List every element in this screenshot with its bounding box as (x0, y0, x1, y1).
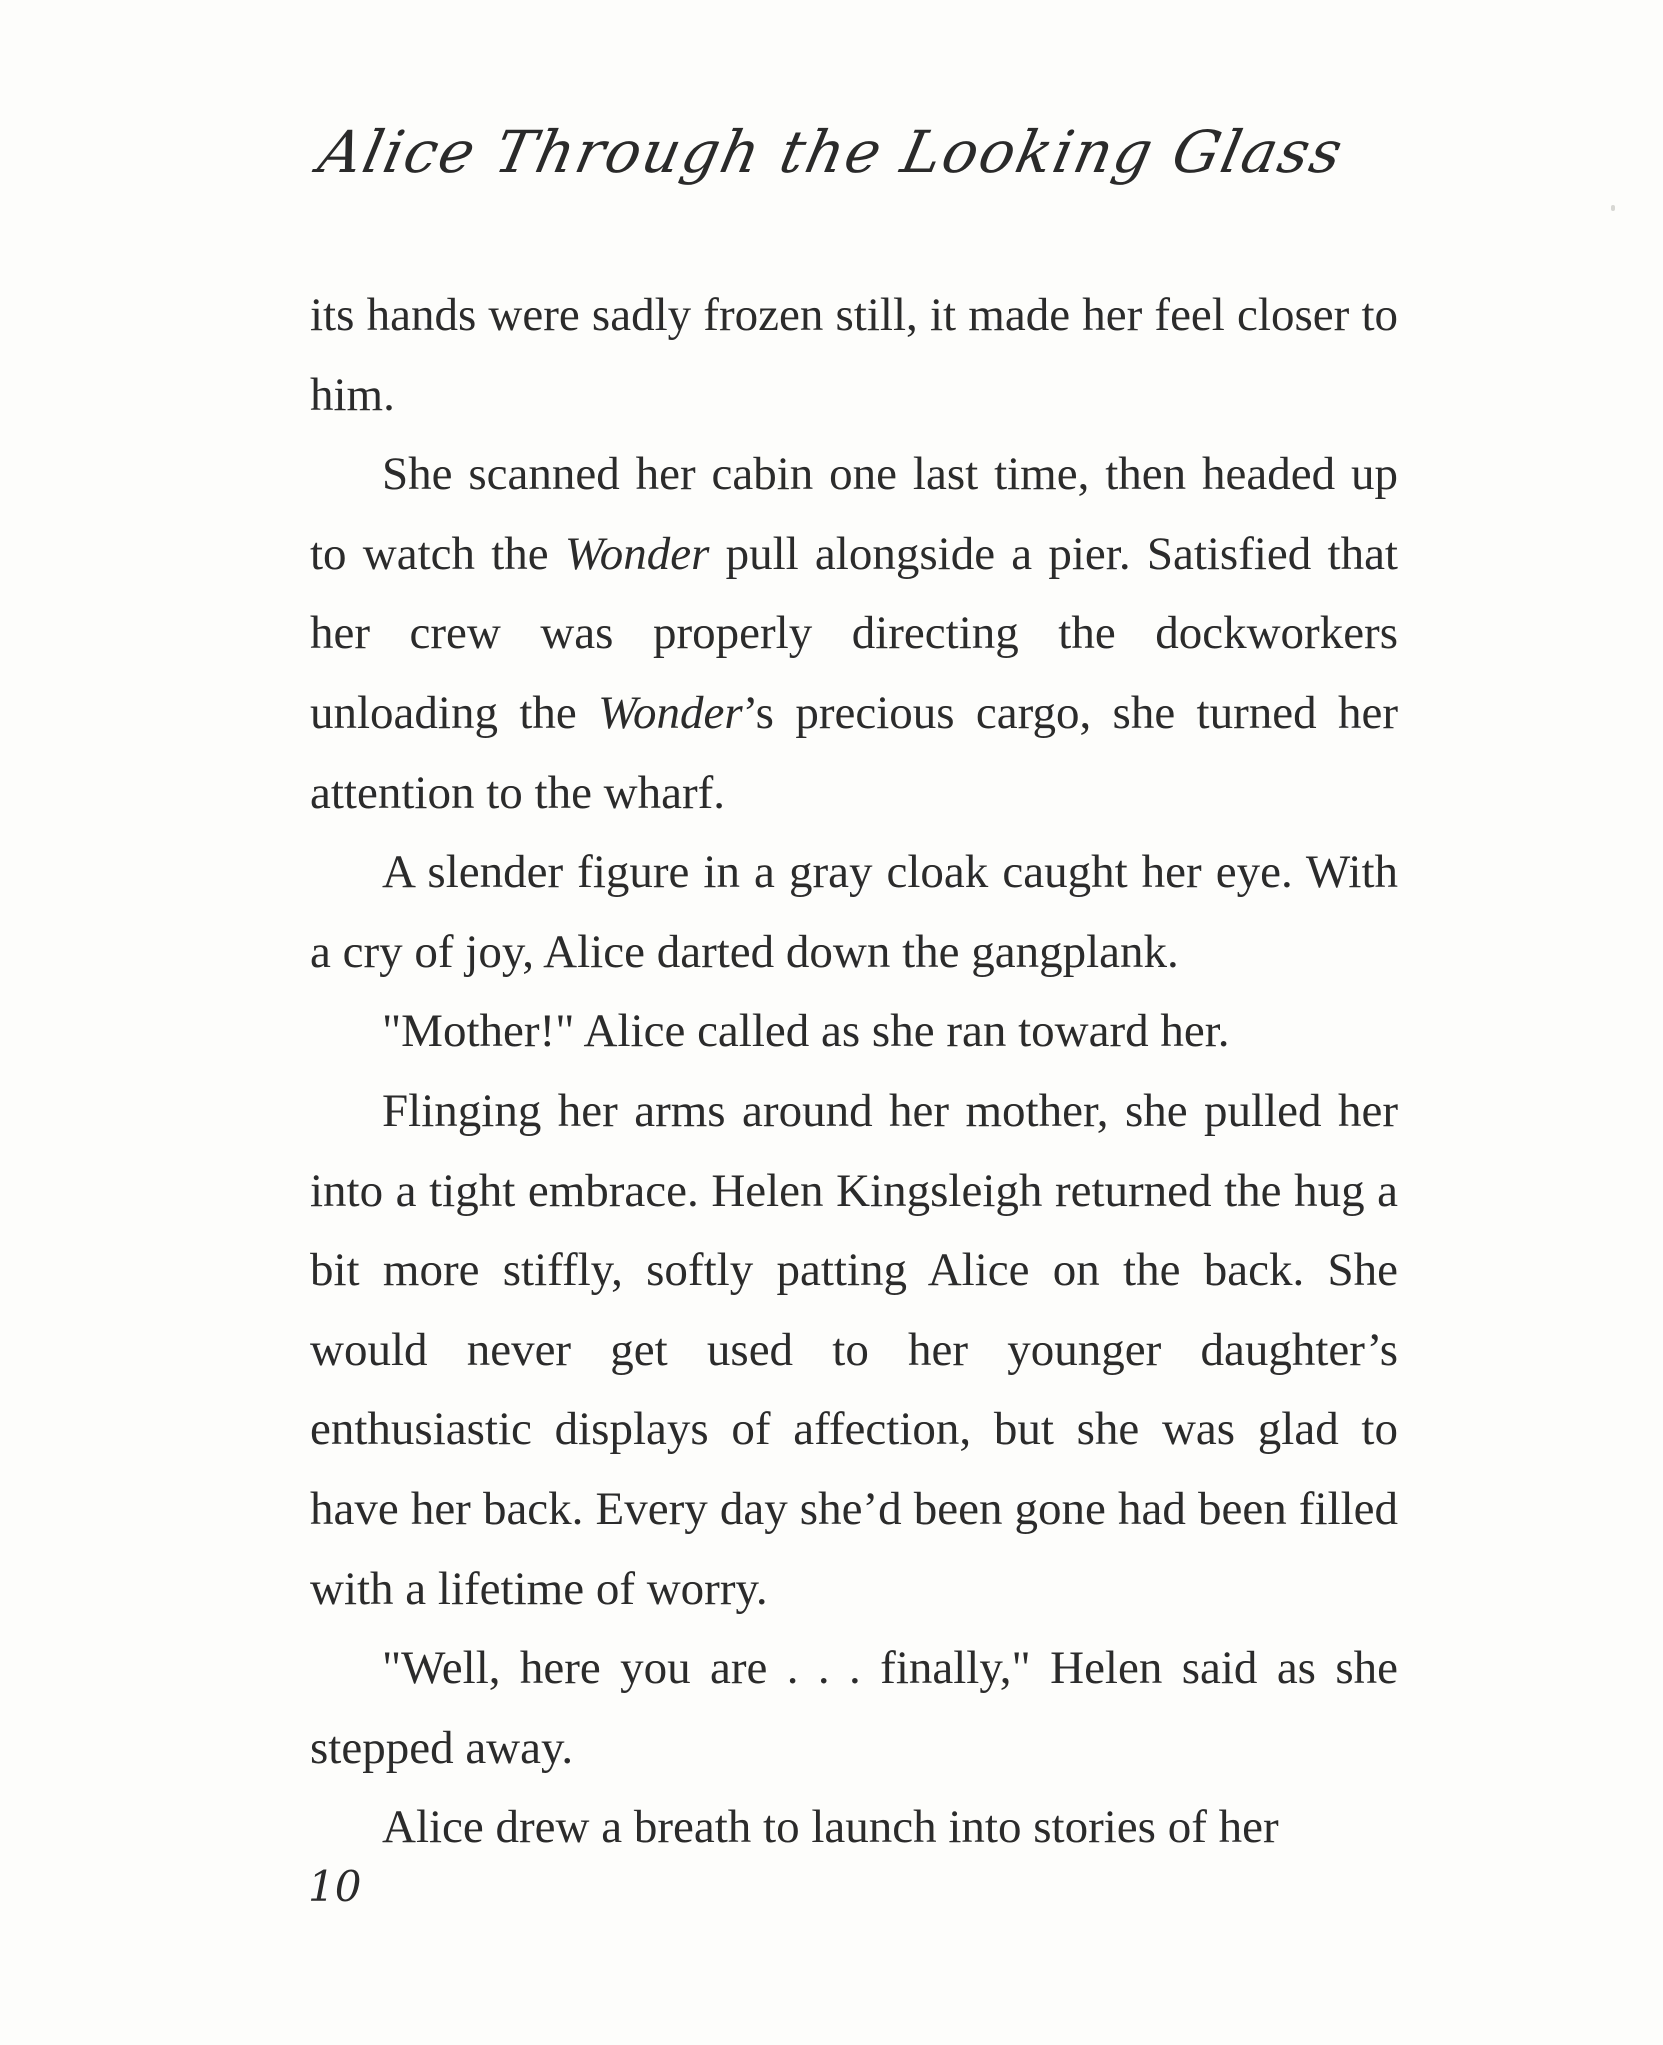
paragraph-7: Alice drew a breath to launch into stories of her (382, 1801, 1279, 1854)
paragraph-2-text-c: ’s precious cargo, she turned her attention to the wharf. (310, 686, 1398, 819)
scan-speck (1611, 205, 1615, 211)
paragraph-2-text-a: She scanned her cabin one last time, then headed up to watch the (310, 448, 1398, 580)
paragraph-4: "Mother!" Alice called as she ran toward her. (382, 1005, 1230, 1058)
paragraph-6: "Well, here you are . . . finally," Helen said as she stepped away. (310, 1642, 1398, 1774)
page-number: 10 (308, 1862, 362, 1911)
paragraph-3: A slender figure in a gray cloak caught her eye. With a cry of joy, Alice darted down the gangplank. (310, 846, 1398, 978)
paragraph-1: its hands were sadly frozen still, it made her feel closer to him. (310, 289, 1398, 421)
running-header: Alice Through the Looking Glass (312, 118, 1351, 186)
paragraph-2 (310, 435, 1398, 833)
ship-name: Wonder (564, 527, 710, 580)
paragraph-2-text-b: pull alongside a pier. Satisfied that her crew was properly directing the dockworkers unloading the (310, 527, 1398, 739)
paragraph-5: Flinging her arms around her mother, she pulled her into a tight embrace. Helen Kingsleigh returned the hug a bit more stiffly, softly patting Alice on the back. She would never get used to her younger daughter’s enthusiastic displays of affection, but she was glad to have her back. Every day she’d been gone had been filled with a lifetime of worry. (310, 1084, 1398, 1615)
body-text (310, 276, 1398, 1868)
ship-name: Wonder (598, 686, 743, 739)
